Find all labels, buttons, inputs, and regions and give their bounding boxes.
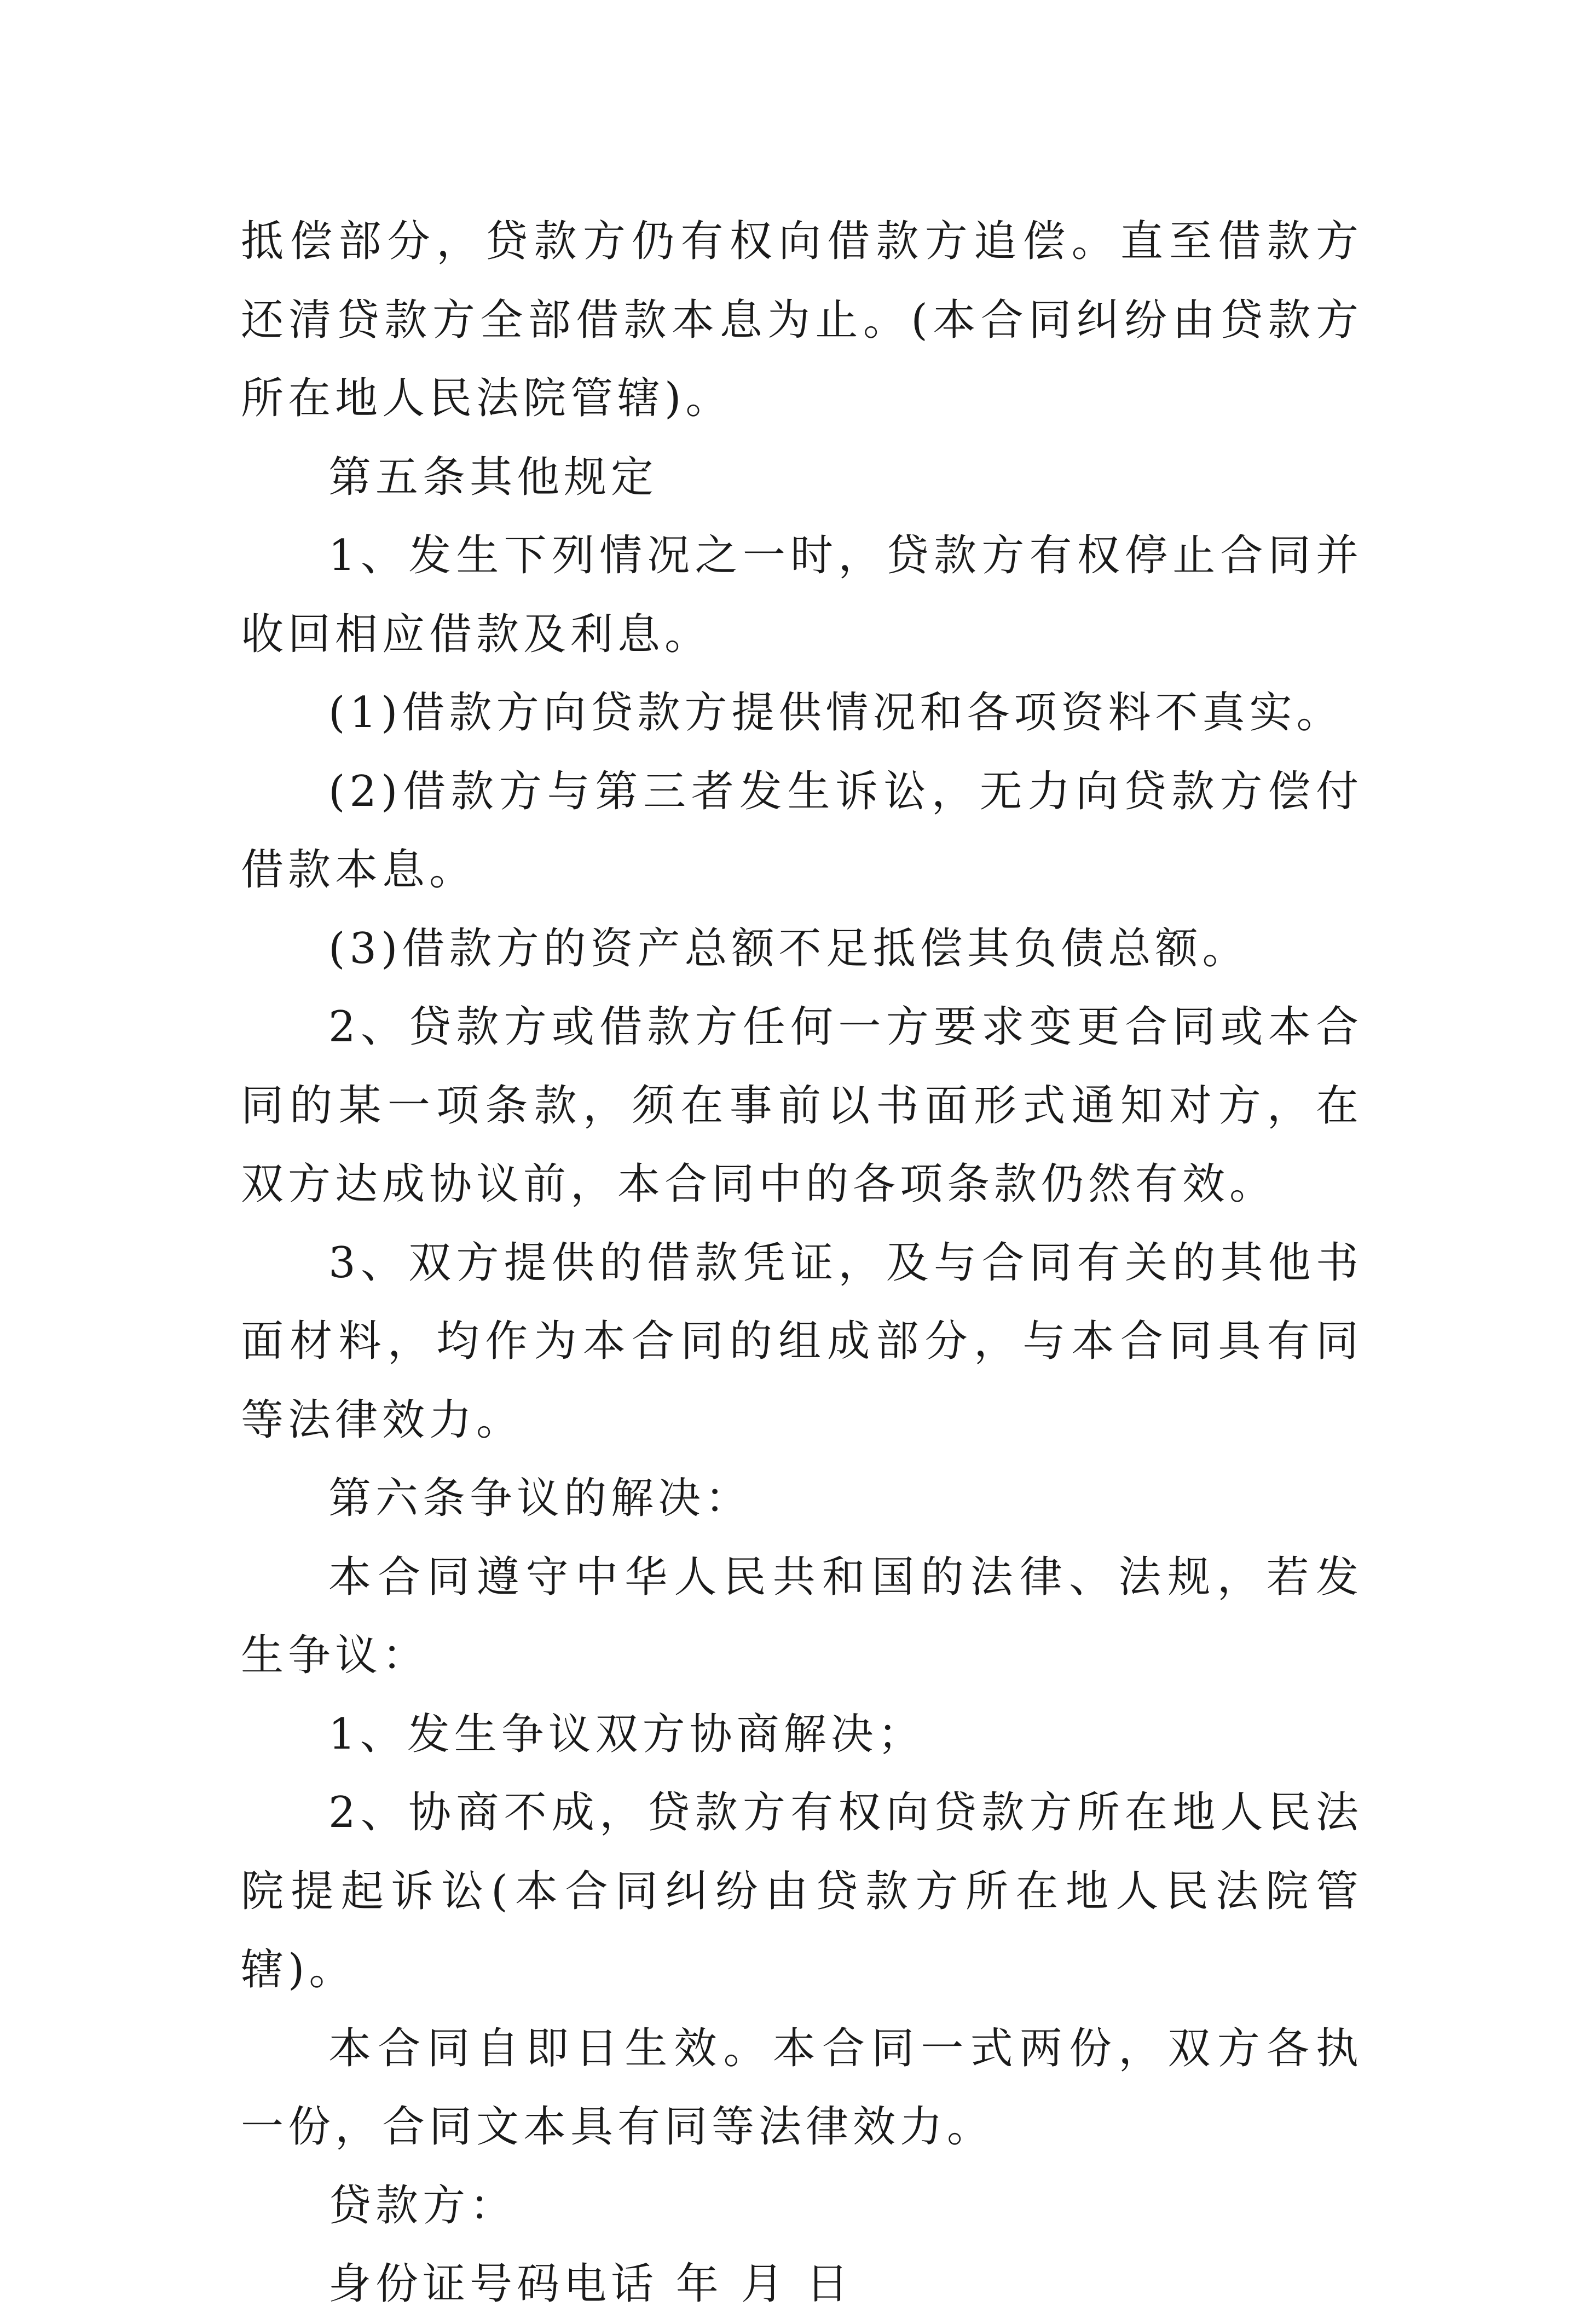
paragraph-clause-5-3: 3、双方提供的借款凭证，及与合同有关的其他书面材料，均作为本合同的组成部分，与本合同具有同等法律效力。 bbox=[241, 1238, 1363, 1445]
paragraph-clause-5-1-item-2: (2)借款方与第三者发生诉讼，无力向贷款方偿付借款本息。 bbox=[241, 766, 1363, 895]
paragraph-effective-clause: 本合同自即日生效。本合同一式两份，双方各执一份，合同文本具有同等法律效力。 bbox=[241, 2023, 1363, 2152]
heading-article-5: 第五条其他规定 bbox=[328, 452, 658, 502]
paragraph-article-6-intro: 本合同遵守中华人民共和国的法律、法规，若发生争议： bbox=[241, 1552, 1363, 1680]
paragraph-clause-5-2: 2、贷款方或借款方任何一方要求变更合同或本合同的某一项条款，须在事前以书面形式通知对方，在双方达成协议前，本合同中的各项条款仍然有效。 bbox=[241, 1002, 1363, 1209]
paragraph-clause-5-1-item-1: (1)借款方向贷款方提供情况和各项资料不真实。 bbox=[328, 688, 1344, 737]
heading-article-6: 第六条争议的解决： bbox=[328, 1474, 753, 1523]
paragraph-clause-6-2: 2、协商不成，贷款方有权向贷款方所在地人民法院提起诉讼(本合同纠纷由贷款方所在地人民法院管辖)。 bbox=[241, 1788, 1363, 1994]
signature-id-phone-date: 身份证号码电话 年 月 日 bbox=[328, 2259, 853, 2309]
paragraph-clause-5-1-item-3: (3)借款方的资产总额不足抵偿其负债总额。 bbox=[328, 924, 1250, 973]
paragraph-repayment-claim: 抵偿部分，贷款方仍有权向借款方追偿。直至借款方还清贷款方全部借款本息为止。(本合同纠纷由贷款方所在地人民法院管辖)。 bbox=[241, 217, 1363, 423]
paragraph-clause-5-1: 1、发生下列情况之一时，贷款方有权停止合同并收回相应借款及利息。 bbox=[241, 531, 1363, 659]
contract-text-body bbox=[241, 203, 1363, 2324]
paragraph-clause-6-1: 1、发生争议双方协商解决； bbox=[328, 1709, 925, 1759]
signature-lender-label: 贷款方： bbox=[328, 2181, 517, 2230]
